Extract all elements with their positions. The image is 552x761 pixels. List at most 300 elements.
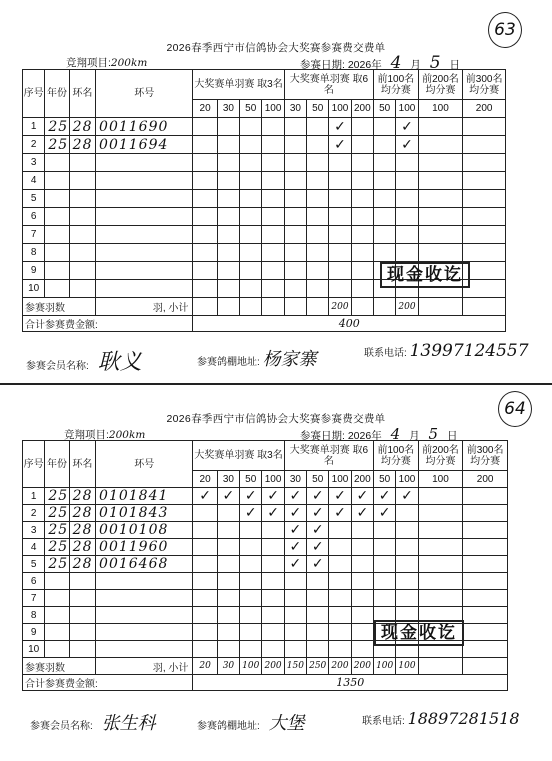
check-cell [351, 624, 373, 641]
check-cell [284, 573, 306, 590]
row-seq: 2 [23, 505, 45, 522]
check-cell [351, 573, 373, 590]
header-ring-name: 环名 [69, 441, 95, 488]
check-cell [374, 208, 396, 226]
check-cell [418, 488, 463, 505]
total-label: 合计参赛费金额: [23, 675, 193, 691]
check-cell [307, 172, 329, 190]
check-cell [307, 190, 329, 208]
check-cell [284, 641, 306, 658]
fee-table [22, 69, 506, 332]
check-cell [463, 118, 506, 136]
row-seq: 2 [23, 136, 45, 154]
table-row [23, 154, 506, 172]
check-cell [217, 280, 239, 298]
check-cell [351, 607, 373, 624]
phone-value: 13997124557 [409, 341, 529, 361]
row-year: 25 [45, 118, 69, 136]
loft-value: 杨家寨 [262, 349, 317, 370]
subheader-cell: 30 [217, 471, 239, 488]
subheader-cell: 30 [217, 100, 239, 118]
check-cell: ✓ [240, 505, 262, 522]
row-seq: 4 [23, 172, 45, 190]
subheader-cell: 200 [463, 100, 506, 118]
header-year: 年份 [45, 441, 69, 488]
check-cell [418, 190, 463, 208]
check-cell: ✓ [307, 522, 329, 539]
row-seq: 7 [23, 226, 45, 244]
row-ring [69, 641, 95, 658]
check-cell [329, 522, 351, 539]
row-year [45, 190, 69, 208]
header-seq: 序号 [23, 70, 45, 118]
project-label: 竞翔项目: [64, 429, 109, 441]
check-cell [262, 539, 284, 556]
row-ring-number [96, 280, 193, 298]
check-cell [463, 136, 506, 154]
check-cell [329, 208, 351, 226]
row-ring [69, 244, 95, 262]
check-cell [351, 539, 373, 556]
check-cell [463, 624, 508, 641]
check-cell [240, 624, 262, 641]
row-ring-number [96, 190, 193, 208]
check-cell [374, 136, 396, 154]
subheader-cell: 100 [262, 471, 284, 488]
row-ring-number [96, 244, 193, 262]
check-cell [240, 154, 262, 172]
date-label: 参赛日期: [300, 430, 345, 442]
subtotal-cell [374, 298, 396, 316]
row-year: 25 [45, 136, 69, 154]
check-cell [240, 262, 262, 280]
member-value: 张生科 [101, 713, 156, 734]
check-cell [329, 154, 351, 172]
row-ring [69, 154, 95, 172]
row-year [45, 244, 69, 262]
table-row [23, 172, 506, 190]
check-cell [193, 136, 217, 154]
check-cell [217, 522, 239, 539]
row-ring: 28 [69, 118, 95, 136]
project-field [66, 55, 147, 70]
check-cell [351, 208, 373, 226]
page-number: 64 [498, 391, 532, 427]
check-cell [374, 118, 396, 136]
check-cell [193, 607, 217, 624]
check-cell [217, 641, 239, 658]
member-label: 参赛会员名称: [30, 721, 93, 732]
row-ring-number [96, 573, 193, 590]
row-ring-number: 0010108 [96, 522, 193, 539]
row-ring: 28 [69, 522, 95, 539]
subtotal-cell [351, 298, 373, 316]
form-title: 2026春季西宁市信鸽协会大奖赛参赛费交费单 [166, 413, 386, 425]
check-cell [351, 190, 373, 208]
check-cell [262, 118, 284, 136]
header-group-top200: 前200名均分赛 [418, 441, 463, 471]
table-row [23, 190, 506, 208]
check-cell [329, 641, 351, 658]
row-ring-number [96, 641, 193, 658]
row-year [45, 208, 69, 226]
check-cell [193, 244, 217, 262]
table-row [23, 208, 506, 226]
row-ring-number [96, 208, 193, 226]
check-cell [240, 590, 262, 607]
check-cell [240, 280, 262, 298]
check-cell [240, 118, 262, 136]
check-cell [284, 226, 306, 244]
check-cell: ✓ [240, 488, 262, 505]
loft-label: 参赛鸽棚地址: [197, 357, 260, 368]
header-group-top100: 前100名均分赛 [374, 441, 419, 471]
row-ring-number: 0016468 [96, 556, 193, 573]
subtotal-cell [240, 298, 262, 316]
check-cell [217, 208, 239, 226]
check-cell [193, 118, 217, 136]
phone-label: 联系电话: [364, 348, 407, 359]
check-cell [307, 244, 329, 262]
table-row [23, 488, 508, 505]
check-cell: ✓ [329, 136, 351, 154]
row-seq: 10 [23, 641, 45, 658]
subheader-cell: 100 [396, 471, 418, 488]
row-year: 25 [45, 488, 69, 505]
row-ring [69, 607, 95, 624]
subheader-cell: 50 [240, 471, 262, 488]
check-cell [418, 118, 463, 136]
check-cell [262, 556, 284, 573]
check-cell: ✓ [396, 488, 418, 505]
check-cell: ✓ [307, 556, 329, 573]
subtotal-label: 羽, 小计 [96, 658, 193, 675]
check-cell [284, 280, 306, 298]
subtotal-cell: 30 [217, 658, 239, 675]
check-cell [463, 154, 506, 172]
check-cell [351, 172, 373, 190]
check-cell [329, 607, 351, 624]
check-cell [307, 208, 329, 226]
check-cell [396, 556, 418, 573]
subtotal-cell: 200 [262, 658, 284, 675]
project-value: 200km [108, 429, 146, 441]
check-cell [418, 154, 463, 172]
check-cell [262, 573, 284, 590]
check-cell [463, 573, 508, 590]
check-cell [262, 262, 284, 280]
row-seq: 3 [23, 154, 45, 172]
row-ring-number [96, 590, 193, 607]
phone-label: 联系电话: [362, 716, 405, 727]
row-seq: 10 [23, 280, 45, 298]
subtotal-cell: 250 [307, 658, 329, 675]
check-cell [284, 262, 306, 280]
row-seq: 7 [23, 590, 45, 607]
check-cell [240, 172, 262, 190]
table-row [23, 573, 508, 590]
check-cell [374, 226, 396, 244]
check-cell [262, 280, 284, 298]
subheader-cell: 30 [284, 100, 306, 118]
check-cell [351, 641, 373, 658]
check-cell [284, 118, 306, 136]
header-ring-no: 环号 [96, 70, 193, 118]
check-cell [217, 607, 239, 624]
row-year [45, 641, 69, 658]
header-year: 年份 [45, 70, 69, 118]
row-seq: 5 [23, 190, 45, 208]
check-cell [351, 118, 373, 136]
check-cell: ✓ [307, 539, 329, 556]
check-cell [307, 262, 329, 280]
check-cell [463, 539, 508, 556]
check-cell [463, 522, 508, 539]
table-row [23, 522, 508, 539]
subheader-cell: 200 [351, 471, 373, 488]
check-cell [329, 556, 351, 573]
table-row [23, 539, 508, 556]
check-cell [396, 573, 418, 590]
header-group-top300: 前300名均分赛 [463, 441, 508, 471]
header-ring-name: 环名 [69, 70, 95, 118]
row-ring [69, 208, 95, 226]
row-ring [69, 262, 95, 280]
check-cell [374, 190, 396, 208]
row-ring [69, 190, 95, 208]
row-ring-number: 0011690 [96, 118, 193, 136]
row-ring: 28 [69, 136, 95, 154]
check-cell [240, 539, 262, 556]
month-label: 月 [409, 430, 420, 442]
check-cell [329, 244, 351, 262]
subheader-cell: 50 [307, 100, 329, 118]
check-cell [463, 590, 508, 607]
check-cell [329, 190, 351, 208]
check-cell [396, 208, 418, 226]
check-cell [284, 136, 306, 154]
check-cell: ✓ [262, 488, 284, 505]
header-group-top100: 前100名均分赛 [374, 70, 419, 100]
subtotal-cell: 200 [329, 298, 351, 316]
check-cell [396, 539, 418, 556]
date-month: 4 [390, 53, 402, 73]
check-cell [351, 262, 373, 280]
check-cell: ✓ [374, 488, 396, 505]
count-label: 参赛羽数 [23, 298, 96, 316]
total-label: 合计参赛费金额: [23, 316, 193, 332]
check-cell [284, 244, 306, 262]
check-cell [396, 522, 418, 539]
check-cell [374, 590, 396, 607]
check-cell [262, 590, 284, 607]
check-cell [307, 641, 329, 658]
check-cell [329, 624, 351, 641]
check-cell: ✓ [329, 118, 351, 136]
subtotal-cell: 150 [284, 658, 306, 675]
check-cell [284, 607, 306, 624]
subtotal-cell [463, 658, 508, 675]
check-cell: ✓ [329, 488, 351, 505]
check-cell [463, 641, 508, 658]
fee-form-2 [0, 383, 552, 761]
loft-value: 大堡 [268, 713, 305, 734]
check-cell: ✓ [284, 522, 306, 539]
row-year [45, 172, 69, 190]
subheader-cell: 100 [418, 100, 463, 118]
row-ring-number: 0101843 [96, 505, 193, 522]
check-cell [262, 522, 284, 539]
subtotal-row [23, 298, 506, 316]
check-cell [217, 172, 239, 190]
row-year: 25 [45, 522, 69, 539]
check-cell [374, 556, 396, 573]
check-cell [307, 607, 329, 624]
header-group-top3: 大奖赛单羽赛 取3名 [193, 70, 284, 100]
member-label: 参赛会员名称: [26, 361, 89, 372]
row-year [45, 262, 69, 280]
check-cell [329, 172, 351, 190]
check-cell [262, 226, 284, 244]
check-cell [329, 262, 351, 280]
check-cell [240, 607, 262, 624]
check-cell [418, 172, 463, 190]
row-ring [69, 280, 95, 298]
header-group-top6: 大奖赛单羽赛 取6名 [284, 70, 373, 100]
check-cell [418, 522, 463, 539]
fee-table [22, 440, 508, 691]
header-group-top200: 前200名均分赛 [418, 70, 463, 100]
check-cell [351, 280, 373, 298]
check-cell [396, 505, 418, 522]
check-cell [351, 154, 373, 172]
check-cell [418, 208, 463, 226]
check-cell [240, 556, 262, 573]
subheader-cell: 100 [396, 100, 418, 118]
row-seq: 5 [23, 556, 45, 573]
check-cell [374, 539, 396, 556]
check-cell [217, 154, 239, 172]
row-ring-number: 0011694 [96, 136, 193, 154]
check-cell [217, 624, 239, 641]
check-cell [307, 154, 329, 172]
check-cell [217, 244, 239, 262]
check-cell [418, 539, 463, 556]
row-seq: 9 [23, 624, 45, 641]
phone-value: 18897281518 [407, 709, 520, 728]
subtotal-cell [262, 298, 284, 316]
check-cell [284, 190, 306, 208]
header-group-top6: 大奖赛单羽赛 取6名 [284, 441, 373, 471]
row-seq: 4 [23, 539, 45, 556]
check-cell [193, 573, 217, 590]
check-cell [396, 190, 418, 208]
member-field [26, 345, 142, 376]
check-cell: ✓ [374, 505, 396, 522]
date-year: 2026年 [347, 430, 382, 442]
month-label: 月 [410, 59, 421, 71]
check-cell [463, 505, 508, 522]
row-seq: 8 [23, 607, 45, 624]
check-cell [396, 154, 418, 172]
row-ring-number: 0101841 [96, 488, 193, 505]
check-cell [240, 136, 262, 154]
check-cell [217, 539, 239, 556]
check-cell [307, 573, 329, 590]
check-cell: ✓ [217, 488, 239, 505]
check-cell [262, 607, 284, 624]
subheader-cell: 100 [418, 471, 463, 488]
check-cell [329, 573, 351, 590]
check-cell: ✓ [396, 136, 418, 154]
check-cell [329, 280, 351, 298]
row-ring [69, 590, 95, 607]
check-cell [193, 641, 217, 658]
subheader-cell: 20 [193, 471, 217, 488]
check-cell [396, 590, 418, 607]
check-cell [240, 244, 262, 262]
check-cell [418, 590, 463, 607]
row-seq: 6 [23, 208, 45, 226]
check-cell [193, 226, 217, 244]
check-cell [329, 226, 351, 244]
check-cell [463, 607, 508, 624]
day-label: 日 [449, 59, 461, 71]
form-title: 2026春季西宁市信鸽协会大奖赛参赛费交费单 [166, 42, 386, 54]
header-seq: 序号 [23, 441, 45, 488]
table-row [23, 118, 506, 136]
subtotal-cell: 200 [396, 298, 418, 316]
subtotal-cell [193, 298, 217, 316]
total-value: 400 [193, 316, 506, 332]
row-ring: 28 [69, 505, 95, 522]
subheader-cell: 30 [284, 471, 306, 488]
check-cell: ✓ [307, 505, 329, 522]
subtotal-cell: 200 [329, 658, 351, 675]
check-cell: ✓ [284, 539, 306, 556]
table-row [23, 556, 508, 573]
check-cell [396, 172, 418, 190]
check-cell [284, 172, 306, 190]
check-cell [463, 208, 506, 226]
date-month: 4 [390, 425, 401, 443]
date-year: 2026年 [347, 59, 382, 71]
check-cell [463, 488, 508, 505]
row-ring-number [96, 172, 193, 190]
check-cell [351, 226, 373, 244]
check-cell [351, 244, 373, 262]
check-cell [262, 172, 284, 190]
row-ring [69, 573, 95, 590]
header-group-top3: 大奖赛单羽赛 取3名 [193, 441, 284, 471]
row-seq: 1 [23, 118, 45, 136]
check-cell: ✓ [351, 488, 373, 505]
subtotal-cell: 100 [396, 658, 418, 675]
row-year: 25 [45, 539, 69, 556]
cash-received-stamp: 现金收讫 [380, 262, 470, 288]
subtotal-cell: 100 [240, 658, 262, 675]
check-cell [240, 641, 262, 658]
subheader-cell: 100 [329, 471, 351, 488]
loft-label: 参赛鸽棚地址: [197, 721, 260, 732]
subtotal-cell: 100 [374, 658, 396, 675]
loft-field [197, 345, 317, 371]
check-cell [193, 208, 217, 226]
check-cell [240, 522, 262, 539]
table-row [23, 590, 508, 607]
check-cell [351, 556, 373, 573]
check-cell [374, 154, 396, 172]
